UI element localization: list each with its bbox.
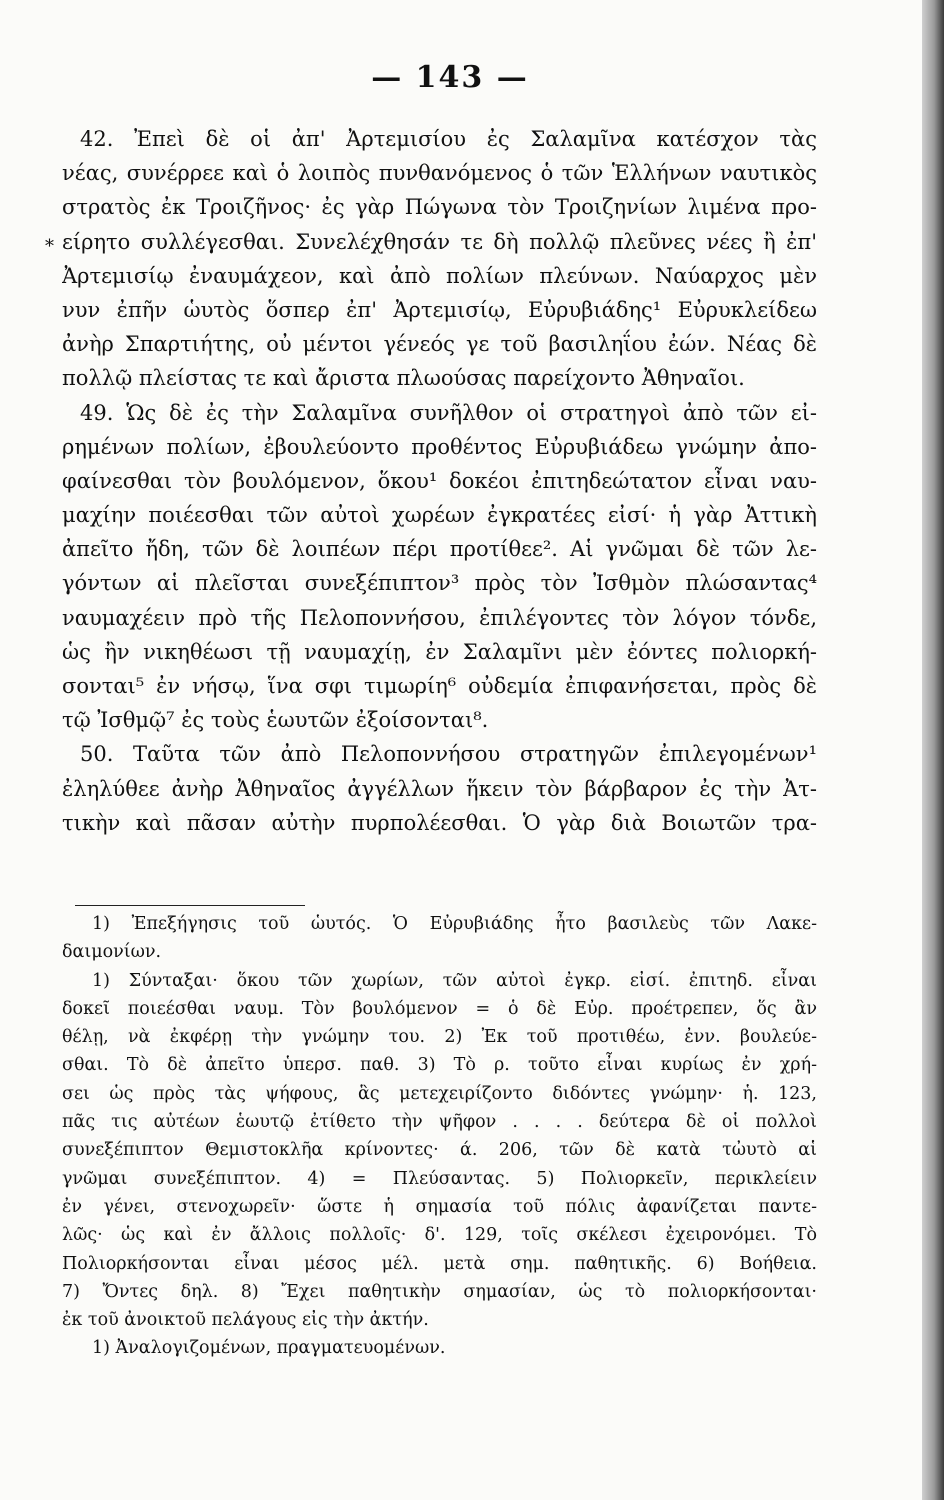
text-line: ἀπεῖτο ἤδη, τῶν δὲ λοιπέων πέρι προτίθεε². Αἱ γνῶμαι δὲ τῶν λε- xyxy=(62,537,817,562)
text-line: Ἀρτεμισίῳ ἐναυμάχεον, καὶ ἀπὸ πολίων πλεύνων. Ναύαρχος μὲν xyxy=(62,263,817,288)
footnote-line: 1) Ἀναλογιζομένων, πραγματευομένων. xyxy=(92,1338,446,1359)
text-line: ἀνὴρ Σπαρτιήτης, οὐ μέντοι γένεός γε τοῦ βασιληΐου ἐών. Νέας δὲ xyxy=(62,332,817,357)
footnote-line: ἐν γένει, στενοχωρεῖν· ὥστε ἡ σημασία τοῦ πόλις ἀφανίζεται παντε- xyxy=(62,1196,817,1217)
footnote-line: πᾶς τις αὐτέων ἑωυτῷ ἐτίθετο τὴν ψῆφον . . . . δεύτερα δὲ οἱ πολλοὶ xyxy=(62,1112,817,1133)
text-line: ὡς ἢν νικηθέωσι τῇ ναυμαχίῃ, ἐν Σαλαμῖνι μὲν ἐόντες πολιορκή- xyxy=(62,639,817,664)
text-line: νυν ἐπῆν ὡυτὸς ὅσπερ ἐπ' Ἀρτεμισίῳ, Εὐρυβιάδης¹ Εὐρυκλείδεω xyxy=(62,297,817,322)
footnotes xyxy=(62,910,817,1363)
footnote-separator xyxy=(75,905,305,906)
text-line: 49. Ὡς δὲ ἐς τὴν Σαλαμῖνα συνῆλθον οἱ στρατηγοὶ ἀπὸ τῶν εἰ- xyxy=(80,400,817,425)
footnote-line: σει ὡς πρὸς τὰς ψήφους, ἃς μετεχειρίζοντο διδόντες γνώμην· ἡ. 123, xyxy=(62,1083,817,1104)
text-line: ἐληλύθεε ἀνὴρ Ἀθηναῖος ἀγγέλλων ἥκειν τὸν βάρβαρον ἐς τὴν Ἀτ- xyxy=(62,776,817,801)
text-line: 50. Ταῦτα τῶν ἀπὸ Πελοποννήσου στρατηγῶν ἐπιλεγομένων¹ xyxy=(80,742,817,767)
page-edge-shadow xyxy=(922,0,944,1500)
text-line: στρατὸς ἐκ Τροιζῆνος· ἐς γὰρ Πώγωνα τὸν Τροιζηνίων λιμένα προ- xyxy=(62,195,817,220)
page-number: — 143 — xyxy=(371,60,529,95)
footnote-line: 7) Ὄντες δηλ. 8) Ἔχει παθητικὴν σημασίαν, ὡς τὸ πολιορκήσονται· xyxy=(62,1281,817,1302)
footnote-line: δοκεῖ ποιεέσθαι ναυμ. Τὸν βουλόμενον = ὁ δὲ Εὐρ. προέτρεπεν, ὅς ἂν xyxy=(62,998,817,1019)
footnote-line: Πολιορκήσονται εἶναι μέσος μέλ. μετὰ σημ. παθητικῆς. 6) Βοήθεια. xyxy=(62,1253,817,1274)
text-line: είρητο συλλέγεσθαι. Συνελέχθησάν τε δὴ πολλῷ πλεῦνες νέες ἢ ἐπ' xyxy=(62,229,817,254)
footnote-line: λῶς· ὡς καὶ ἐν ἄλλοις πολλοῖς· δ'. 129, τοῖς σκέλεσι ἐχειρονόμει. Τὸ xyxy=(62,1225,817,1246)
footnote-line: θέλῃ, νὰ ἐκφέρῃ τὴν γνώμην του. 2) Ἐκ τοῦ προτιθέω, ἐνν. βουλεύε- xyxy=(62,1027,817,1048)
margin-mark: * xyxy=(45,236,54,257)
text-line: νέας, συνέρρεε καὶ ὁ λοιπὸς πυνθανόμενος ὁ τῶν Ἑλλήνων ναυτικὸς xyxy=(62,161,817,186)
main-text xyxy=(62,122,817,840)
footnote-line: συνεξέπιπτον Θεμιστοκλῆα κρίνοντες· ά. 206, τῶν δὲ κατὰ τὠυτὸ αἱ xyxy=(62,1140,817,1161)
text-line: τῷ Ἰσθμῷ⁷ ἐς τοὺς ἑωυτῶν ἐξοίσονται⁸. xyxy=(62,708,489,733)
footnote-line: σθαι. Τὸ δὲ ἀπεῖτο ὑπερσ. παθ. 3) Τὸ ρ. τοῦτο εἶναι κυρίως ἐν χρή- xyxy=(62,1055,817,1076)
text-line: πολλῷ πλείστας τε καὶ ἄριστα πλωούσας παρείχοντο Ἀθηναῖοι. xyxy=(62,366,745,391)
footnote-line: δαιμονίων. xyxy=(62,942,162,963)
text-line: ρημένων πολίων, ἐβουλεύοντο προθέντος Εὐρυβιάδεω γνώμην ἀπο- xyxy=(62,434,817,459)
text-line: φαίνεσθαι τὸν βουλόμενον, ὅκου¹ δοκέοι ἐπιτηδεώτατον εἶναι ναυ- xyxy=(62,468,817,493)
footnote-line: γνῶμαι συνεξέπιπτον. 4) = Πλεύσαντας. 5) Πολιορκεῖν, περικλείειν xyxy=(62,1168,817,1189)
text-line: ναυμαχέειν πρὸ τῆς Πελοποννήσου, ἐπιλέγοντες τὸν λόγον τόνδε, xyxy=(62,605,817,630)
footnote-line: 1) Ἐπεξήγησις τοῦ ὡυτός. Ὁ Εὐρυβιάδης ἦτο βασιλεὺς τῶν Λακε- xyxy=(92,914,817,934)
text-line: 42. Ἐπεὶ δὲ οἱ ἀπ' Ἀρτεμισίου ἐς Σαλαμῖνα κατέσχον τὰς xyxy=(80,127,817,151)
text-line: σονται⁵ ἐν νήσῳ, ἵνα σφι τιμωρίη⁶ οὐδεμία ἐπιφανήσεται, πρὸς δὲ xyxy=(62,674,817,698)
text-line: γόντων αἱ πλεῖσται συνεξέπιπτον³ πρὸς τὸν Ἰσθμὸν πλώσαντας⁴ xyxy=(62,571,817,596)
text-line: τικὴν καὶ πᾶσαν αὐτὴν πυρπολέεσθαι. Ὁ γὰρ διὰ Βοιωτῶν τρα- xyxy=(62,810,817,835)
text-line: μαχίην ποιέεσθαι τῶν αὐτοὶ χωρέων ἐγκρατέες εἰσί· ἡ γὰρ Ἀττικὴ xyxy=(62,503,817,528)
footnote-line: 1) Σύνταξαι· ὅκου τῶν χωρίων, τῶν αὐτοὶ ἐγκρ. εἰσί. ἐπιτηδ. εἶναι xyxy=(92,970,817,991)
footnote-line: ἐκ τοῦ ἀνοικτοῦ πελάγους εἰς τὴν ἀκτήν. xyxy=(62,1310,429,1331)
